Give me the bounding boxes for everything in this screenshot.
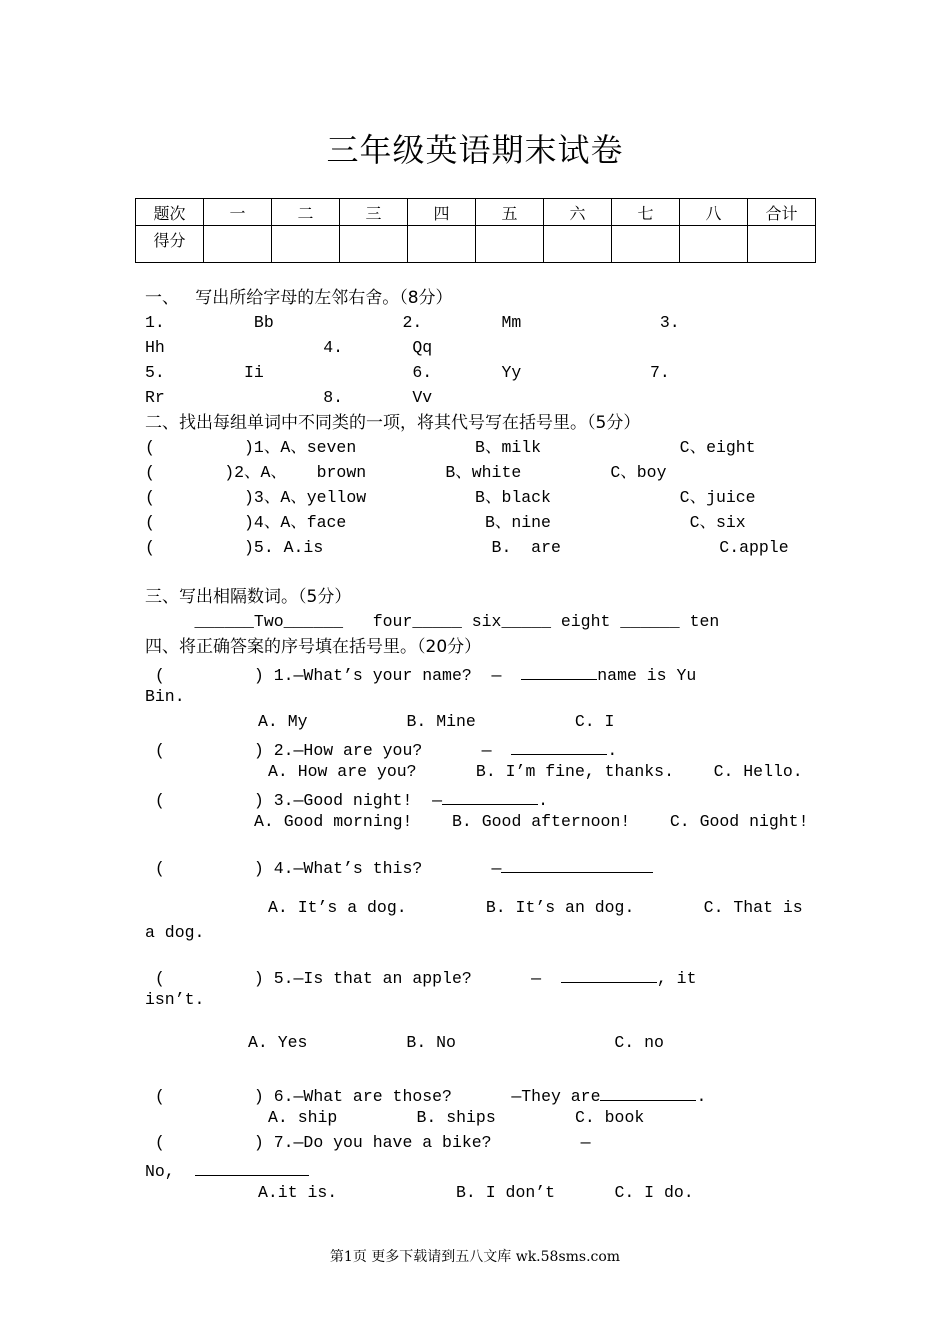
answer-blank[interactable] bbox=[561, 965, 657, 983]
question-2-stem: ( ) 2.—How are you? — bbox=[145, 741, 512, 760]
score-cell[interactable] bbox=[612, 226, 680, 263]
question-6-line bbox=[145, 1083, 706, 1107]
question-1-continued: Bin. bbox=[145, 687, 185, 706]
section-1-line: 1. Bb 2. Mm 3. bbox=[145, 313, 680, 332]
score-table-score-row bbox=[136, 226, 816, 263]
section-2-heading: 二、找出每组单词中不同类的一项，将其代号写在括号里。（5分） bbox=[145, 413, 641, 433]
answer-blank[interactable] bbox=[501, 855, 653, 873]
answer-blank[interactable] bbox=[600, 1083, 696, 1101]
question-4-continued: a dog. bbox=[145, 923, 205, 942]
page-title: 三年级英语期末试卷 bbox=[326, 131, 624, 169]
question-1-options: A. My B. Mine C. I bbox=[258, 712, 615, 731]
question-6-options: A. ship B. ships C. book bbox=[268, 1108, 645, 1127]
score-table bbox=[135, 198, 816, 263]
score-table-header: 合计 bbox=[748, 199, 816, 226]
score-cell[interactable] bbox=[544, 226, 612, 263]
score-table-header: 二 bbox=[272, 199, 340, 226]
section-1-line: 5. Ii 6. Yy 7. bbox=[145, 363, 670, 382]
question-3-stem-end: . bbox=[538, 791, 548, 810]
section-2-question: ( )4、A、face B、nine C、six bbox=[145, 513, 746, 532]
question-3-line bbox=[145, 787, 548, 811]
section-2-question: ( )1、A、seven B、milk C、eight bbox=[145, 438, 756, 457]
score-cell[interactable] bbox=[748, 226, 816, 263]
question-2-line bbox=[145, 737, 617, 761]
score-table-header: 四 bbox=[408, 199, 476, 226]
score-cell[interactable] bbox=[680, 226, 748, 263]
score-cell[interactable] bbox=[272, 226, 340, 263]
score-cell[interactable] bbox=[408, 226, 476, 263]
score-row-label: 得分 bbox=[136, 226, 204, 263]
answer-blank[interactable] bbox=[511, 737, 607, 755]
question-5-continued: isn’t. bbox=[145, 990, 205, 1009]
question-7-line: ( ) 7.—Do you have a bike? — bbox=[145, 1133, 591, 1152]
question-7-continued bbox=[145, 1158, 309, 1182]
section-1-line: Rr 8. Vv bbox=[145, 388, 433, 407]
score-cell[interactable] bbox=[476, 226, 544, 263]
question-6-stem-end: . bbox=[696, 1087, 707, 1106]
question-7-options: A.it is. B. I don’t C. I do. bbox=[258, 1183, 694, 1202]
section-1-heading: 一、 写出所给字母的左邻右舍。（8分） bbox=[145, 288, 453, 308]
score-table-header: 一 bbox=[204, 199, 272, 226]
page-footer: 第1页 更多下载请到五八文库 wk.58sms.com bbox=[329, 1249, 621, 1265]
section-4-heading: 四、将正确答案的序号填在括号里。（20分） bbox=[145, 637, 482, 657]
question-6-stem: ( ) 6.—What are those? —They are bbox=[145, 1087, 601, 1106]
score-table-header: 题次 bbox=[136, 199, 204, 226]
section-1-line: Hh 4. Qq bbox=[145, 338, 433, 357]
question-4-line bbox=[145, 855, 653, 879]
score-table-header-row bbox=[136, 199, 816, 226]
section-2-question: ( )5. A.is B. are C.apple bbox=[145, 538, 789, 557]
question-3-options: A. Good morning! B. Good afternoon! C. Good night! bbox=[254, 812, 809, 831]
question-3-stem: ( ) 3.—Good night! — bbox=[145, 791, 443, 810]
question-5-options: A. Yes B. No C. no bbox=[248, 1033, 664, 1052]
question-4-options: A. It’s a dog. B. It’s an dog. C. That is bbox=[268, 898, 803, 917]
question-4-stem: ( ) 4.—What’s this? — bbox=[145, 859, 502, 878]
section-3-line: ______Two______ four_____ six_____ eight ______ ten bbox=[145, 612, 720, 631]
answer-blank[interactable] bbox=[195, 1158, 309, 1176]
question-2-stem-end: . bbox=[607, 741, 618, 760]
answer-blank[interactable] bbox=[521, 662, 597, 680]
question-1-stem: ( ) 1.—What’s your name? — bbox=[145, 666, 522, 685]
section-2-question: ( )2、A、 brown B、white C、boy bbox=[145, 463, 667, 482]
question-5-line bbox=[145, 965, 696, 989]
score-table-header: 八 bbox=[680, 199, 748, 226]
question-5-stem-end: , it bbox=[656, 969, 697, 988]
question-7-answer-start: No, bbox=[145, 1162, 195, 1181]
score-table-header: 三 bbox=[340, 199, 408, 226]
answer-blank[interactable] bbox=[442, 787, 538, 805]
question-5-stem: ( ) 5.—Is that an apple? — bbox=[145, 969, 561, 988]
score-cell[interactable] bbox=[204, 226, 272, 263]
section-3-heading: 三、写出相隔数词。（5分） bbox=[145, 587, 352, 607]
question-1-line bbox=[145, 662, 696, 686]
section-2-question: ( )3、A、yellow B、black C、juice bbox=[145, 488, 756, 507]
score-table-header: 六 bbox=[544, 199, 612, 226]
score-table-header: 五 bbox=[476, 199, 544, 226]
question-2-options: A. How are you? B. I’m fine, thanks. C. Hello. bbox=[268, 762, 803, 781]
score-cell[interactable] bbox=[340, 226, 408, 263]
question-1-stem-end: name is Yu bbox=[597, 666, 697, 685]
score-table-header: 七 bbox=[612, 199, 680, 226]
